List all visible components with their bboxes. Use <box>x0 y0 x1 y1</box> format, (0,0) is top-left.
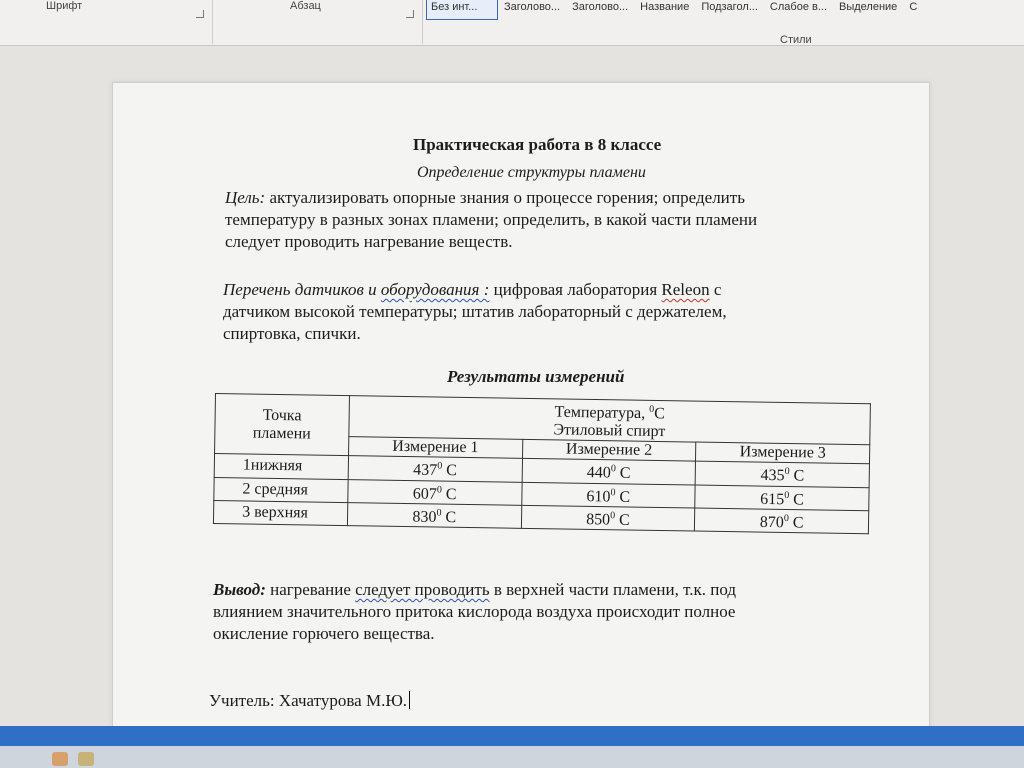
table-header-row <box>215 394 871 446</box>
font-group-label: Шрифт <box>46 0 83 12</box>
taskbar-app-icon[interactable] <box>52 752 68 766</box>
conclusion-line: окисление горючего вещества. <box>213 624 435 643</box>
style-no-spacing[interactable]: Без инт... <box>426 0 498 20</box>
substance-label: Этиловый спирт <box>553 421 666 441</box>
header-point-text: пламени <box>252 424 311 443</box>
value-cell: $850^0$ С <box>521 505 695 531</box>
style-emphasis[interactable]: Выделение <box>839 1 898 13</box>
degree-sup: 0 <box>649 403 655 415</box>
equipment-line: спиртовка, спички. <box>223 324 361 343</box>
point-cell: 3 верхняя <box>213 500 347 525</box>
goal-paragraph <box>225 187 757 253</box>
value-cell: $437^0$ С <box>348 456 522 482</box>
header-point-cell <box>215 394 350 456</box>
point-cell: 2 средняя <box>214 477 348 502</box>
teacher-signature-line <box>209 691 410 711</box>
temperature-label: Температура, <box>554 403 646 423</box>
conclusion-flagged-text: следует проводить <box>355 580 490 599</box>
style-title[interactable]: Название <box>640 1 690 13</box>
status-bar <box>0 726 1024 746</box>
releon-word: Releon <box>661 280 710 299</box>
measurement-header: Измерение 3 <box>696 442 870 464</box>
conclusion-paragraph <box>213 579 736 645</box>
equipment-line: с <box>709 280 722 299</box>
equipment-line: цифровая лаборатория <box>489 280 662 299</box>
ribbon <box>0 0 1024 46</box>
results-table <box>213 393 871 535</box>
document-area[interactable] <box>0 46 1024 726</box>
style-heading-2[interactable]: Заголово... <box>572 1 629 13</box>
style-subtitle[interactable]: Подзагол... <box>701 1 758 13</box>
measurement-header: Измерение 1 <box>348 437 522 459</box>
value-cell: $610^0$ С <box>521 482 695 508</box>
conclusion-line: в верхней части пламени, т.к. под <box>489 580 737 599</box>
value-cell: $607^0$ С <box>348 479 522 505</box>
document-subtitle: Определение структуры пламени <box>417 164 646 181</box>
goal-label: Цель: <box>225 188 266 207</box>
temperature-unit: С <box>654 405 665 423</box>
group-divider <box>212 0 213 44</box>
measurement-header: Измерение 2 <box>522 440 696 462</box>
taskbar-app-icon[interactable] <box>78 752 94 766</box>
style-subtle-emphasis[interactable]: Слабое в... <box>769 1 828 13</box>
conclusion-line: нагревание <box>265 580 356 599</box>
equipment-paragraph <box>223 279 727 345</box>
document-page[interactable] <box>112 82 930 742</box>
goal-line: следует проводить нагревание веществ. <box>225 232 513 251</box>
value-cell: $830^0$ С <box>347 503 521 529</box>
equipment-line: датчиком высокой температуры; штатив лабораторный с держателем, <box>223 302 727 321</box>
paragraph-dialog-launcher-icon[interactable] <box>406 10 414 18</box>
header-point-text: Точка <box>262 406 302 425</box>
equipment-label-flagged: оборудования : <box>380 280 490 299</box>
style-more[interactable]: С <box>909 1 918 13</box>
paragraph-group-label: Абзац <box>290 0 321 12</box>
value-cell: $870^0$ С <box>695 508 869 534</box>
point-cell: 1нижняя <box>214 454 348 479</box>
styles-group-label: Стили <box>780 34 812 46</box>
styles-gallery <box>426 0 1024 22</box>
value-cell: $440^0$ С <box>522 459 696 485</box>
teacher-text: Учитель: Хачатурова М.Ю. <box>209 691 408 710</box>
font-dialog-launcher-icon[interactable] <box>196 10 204 18</box>
value-cell: $435^0$ С <box>695 461 869 487</box>
conclusion-label: Вывод: <box>213 580 266 599</box>
table-title: Результаты измерений <box>447 367 625 386</box>
conclusion-line: влиянием значительного притока кислорода воздуха происходит полное <box>213 602 736 621</box>
style-heading-1[interactable]: Заголово... <box>504 1 561 13</box>
taskbar <box>0 746 1024 768</box>
equipment-label: Перечень датчиков и <box>223 280 381 299</box>
group-divider <box>422 0 423 44</box>
text-cursor <box>409 691 410 709</box>
goal-line: актуализировать опорные знания о процессе горения; определить <box>265 188 745 207</box>
document-title: Практическая работа в 8 классе <box>413 135 662 154</box>
value-cell: $615^0$ С <box>695 485 869 511</box>
goal-line: температуру в разных зонах пламени; определить, в какой части пламени <box>225 210 758 229</box>
